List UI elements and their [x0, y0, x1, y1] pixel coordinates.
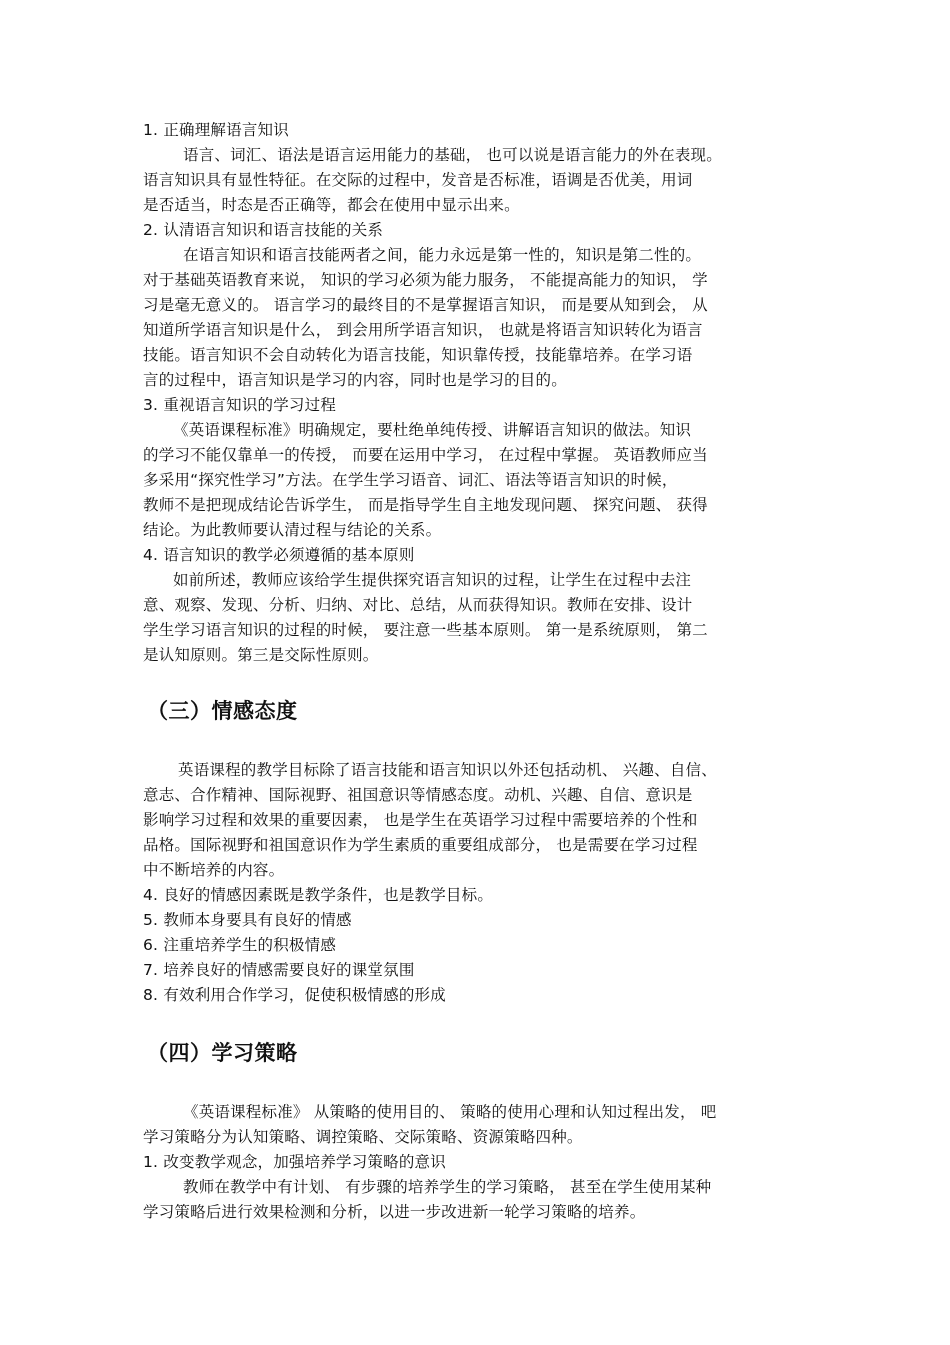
paragraph-line: 言的过程中，语言知识是学习的内容，同时也是学习的目的。 — [143, 371, 567, 389]
paragraph-line: 如前所述，教师应该给学生提供探究语言知识的过程，让学生在过程中去注 — [173, 571, 692, 589]
paragraph-line: 影响学习过程和效果的重要因素， 也是学生在英语学习过程中需要培养的个性和 — [143, 811, 698, 829]
paragraph-line: 意、观察、发现、分析、归纳、对比、总结，从而获得知识。教师在安排、设计 — [143, 596, 693, 614]
paragraph-line: 意志、合作精神、国际视野、祖国意识等情感态度。动机、兴趣、自信、意识是 — [143, 786, 693, 804]
paragraph-line: 教师在教学中有计划、 有步骤的培养学生的学习策略， 甚至在学生使用某种 — [183, 1178, 712, 1196]
paragraph-line: 是认知原则。第三是交际性原则。 — [143, 646, 379, 664]
list-item: 5. 教师本身要具有良好的情感 — [143, 911, 352, 929]
paragraph-line: 《英语课程标准》 从策略的使用目的、 策略的使用心理和认知过程出发， 吧 — [183, 1103, 717, 1121]
section-heading-emotion: （三）情感态度 — [147, 699, 298, 723]
paragraph-line: 对于基础英语教育来说， 知识的学习必须为能力服务， 不能提高能力的知识， 学 — [143, 271, 708, 289]
list-item-heading: 1. 改变教学观念，加强培养学习策略的意识 — [143, 1153, 446, 1171]
paragraph-line: 《英语课程标准》明确规定，要杜绝单纯传授、讲解语言知识的做法。知识 — [173, 421, 692, 439]
paragraph-line: 习是毫无意义的。 语言学习的最终目的不是掌握语言知识， 而是要从知到会， 从 — [143, 296, 708, 314]
paragraph-line: 技能。语言知识不会自动转化为语言技能，知识靠传授，技能靠培养。在学习语 — [143, 346, 693, 364]
list-item-heading: 1. 正确理解语言知识 — [143, 121, 289, 139]
paragraph-line: 语言、词汇、语法是语言运用能力的基础， 也可以说是语言能力的外在表现。 — [183, 146, 722, 164]
paragraph-line: 语言知识具有显性特征。在交际的过程中，发音是否标准，语调是否优美，用词 — [143, 171, 693, 189]
paragraph-line: 学生学习语言知识的过程的时候， 要注意一些基本原则。 第一是系统原则， 第二 — [143, 621, 708, 639]
list-item-heading: 3. 重视语言知识的学习过程 — [143, 396, 337, 414]
paragraph-line: 学习策略后进行效果检测和分析，以进一步改进新一轮学习策略的培养。 — [143, 1203, 646, 1221]
paragraph-line: 教师不是把现成结论告诉学生， 而是指导学生自主地发现问题、 探究问题、 获得 — [143, 496, 708, 514]
section-heading-strategy: （四）学习策略 — [147, 1041, 298, 1065]
list-item: 8. 有效利用合作学习，促使积极情感的形成 — [143, 986, 446, 1004]
paragraph-line: 多采用“探究性学习”方法。在学生学习语音、词汇、语法等语言知识的时候， — [143, 471, 678, 489]
paragraph-line: 品格。国际视野和祖国意识作为学生素质的重要组成部分， 也是需要在学习过程 — [143, 836, 698, 854]
paragraph-line: 在语言知识和语言技能两者之间，能力永远是第一性的，知识是第二性的。 — [183, 246, 702, 264]
paragraph-line: 学习策略分为认知策略、调控策略、交际策略、资源策略四种。 — [143, 1128, 583, 1146]
paragraph-line: 英语课程的教学目标除了语言技能和语言知识以外还包括动机、 兴趣、自信、 — [178, 761, 717, 779]
list-item-heading: 2. 认清语言知识和语言技能的关系 — [143, 221, 384, 239]
paragraph-line: 的学习不能仅靠单一的传授， 而要在运用中学习， 在过程中掌握。 英语教师应当 — [143, 446, 708, 464]
paragraph-line: 知道所学语言知识是什么， 到会用所学语言知识， 也就是将语言知识转化为语言 — [143, 321, 703, 339]
list-item: 7. 培养良好的情感需要良好的课堂氛围 — [143, 961, 415, 979]
list-item: 6. 注重培养学生的积极情感 — [143, 936, 337, 954]
list-item-heading: 4. 语言知识的教学必须遵循的基本原则 — [143, 546, 415, 564]
list-item: 4. 良好的情感因素既是教学条件，也是教学目标。 — [143, 886, 494, 904]
paragraph-line: 中不断培养的内容。 — [143, 861, 285, 879]
paragraph-line: 结论。为此教师要认清过程与结论的关系。 — [143, 521, 442, 539]
paragraph-line: 是否适当，时态是否正确等，都会在使用中显示出来。 — [143, 196, 520, 214]
